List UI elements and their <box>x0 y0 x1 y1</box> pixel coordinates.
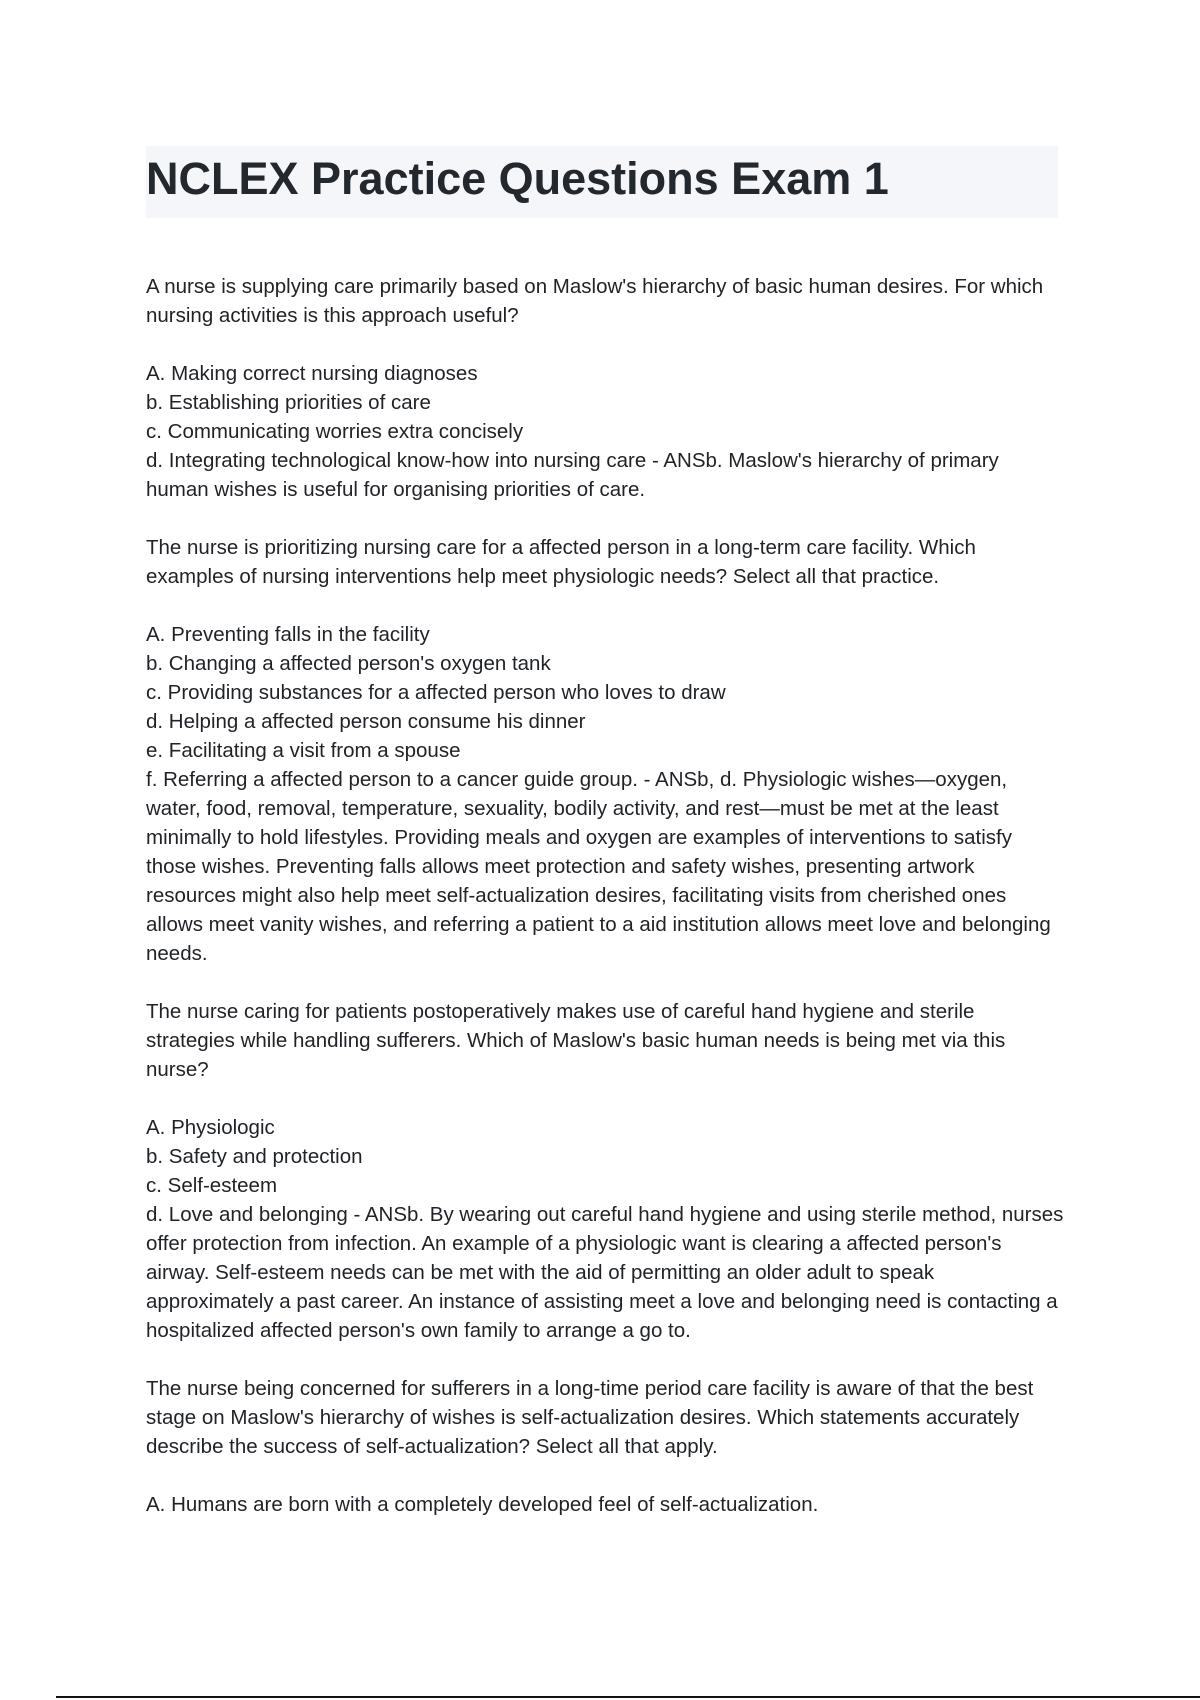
page-bottom-divider <box>56 1696 1200 1698</box>
question-stem: A nurse is supplying care primarily based on Maslow's hierarchy of basic human desires. For which nursing activities is this approach useful? <box>146 275 1044 327</box>
answer-option: A. Making correct nursing diagnoses <box>146 362 478 385</box>
document-body <box>146 272 1066 1548</box>
question-block <box>146 272 1066 504</box>
answer-option: d. Helping a affected person consume his dinner <box>146 710 586 733</box>
question-block <box>146 997 1066 1345</box>
answer-option: c. Communicating worries extra concisely <box>146 420 524 443</box>
answer-option: e. Facilitating a visit from a spouse <box>146 739 461 762</box>
answer-option-with-explanation: d. Love and belonging - ANSb. By wearing out careful hand hygiene and using sterile method, nurses offer protection from infection. An example of a physiologic want is clearing a affected person's airway. Self-esteem needs can be met with the aid of permitting an older adult to speak approximately a past career. An instance of assisting meet a love and belonging need is contacting a hospitalized affected person's own family to arrange a go to. <box>146 1203 1064 1342</box>
question-block <box>146 1374 1066 1519</box>
answer-option: c. Self-esteem <box>146 1174 278 1197</box>
answer-option-with-explanation: d. Integrating technological know-how into nursing care - ANSb. Maslow's hierarchy of primary human wishes is useful for organising priorities of care. <box>146 449 999 501</box>
answer-option: A. Physiologic <box>146 1116 275 1139</box>
answer-option: A. Humans are born with a completely developed feel of self-actualization. <box>146 1493 819 1516</box>
answer-options <box>146 620 1066 968</box>
answer-option-with-explanation: f. Referring a affected person to a cancer guide group. - ANSb, d. Physiologic wishes—oxygen, water, food, removal, temperature, sexuality, bodily activity, and rest—must be met at the least minimally to hold lifestyles. Providing meals and oxygen are examples of interventions to satisfy those wishes. Preventing falls allows meet protection and safety wishes, presenting artwork resources might also help meet self-actualization desires, facilitating visits from cherished ones allows meet vanity wishes, and referring a patient to a aid institution allows meet love and belonging needs. <box>146 768 1051 965</box>
answer-options <box>146 1490 1066 1519</box>
title-banner <box>146 146 1058 218</box>
answer-option: b. Changing a affected person's oxygen tank <box>146 652 551 675</box>
question-block <box>146 533 1066 968</box>
answer-options <box>146 1113 1066 1345</box>
answer-option: b. Safety and protection <box>146 1145 363 1168</box>
answer-options <box>146 359 1066 504</box>
answer-option: A. Preventing falls in the facility <box>146 623 430 646</box>
question-stem: The nurse is prioritizing nursing care for a affected person in a long-term care facility. Which examples of nursing interventions help meet physiologic needs? Select all that practice. <box>146 536 976 588</box>
answer-option: b. Establishing priorities of care <box>146 391 431 414</box>
question-stem: The nurse caring for patients postoperatively makes use of careful hand hygiene and sterile strategies while handling sufferers. Which of Maslow's basic human needs is being met via this nurse? <box>146 1000 1006 1081</box>
question-stem: The nurse being concerned for sufferers in a long-time period care facility is aware of that the best stage on Maslow's hierarchy of wishes is self-actualization desires. Which statements accurately describe the success of self-actualization? Select all that apply. <box>146 1377 1034 1458</box>
answer-option: c. Providing substances for a affected person who loves to draw <box>146 681 726 704</box>
page-title: NCLEX Practice Questions Exam 1 <box>146 153 889 204</box>
